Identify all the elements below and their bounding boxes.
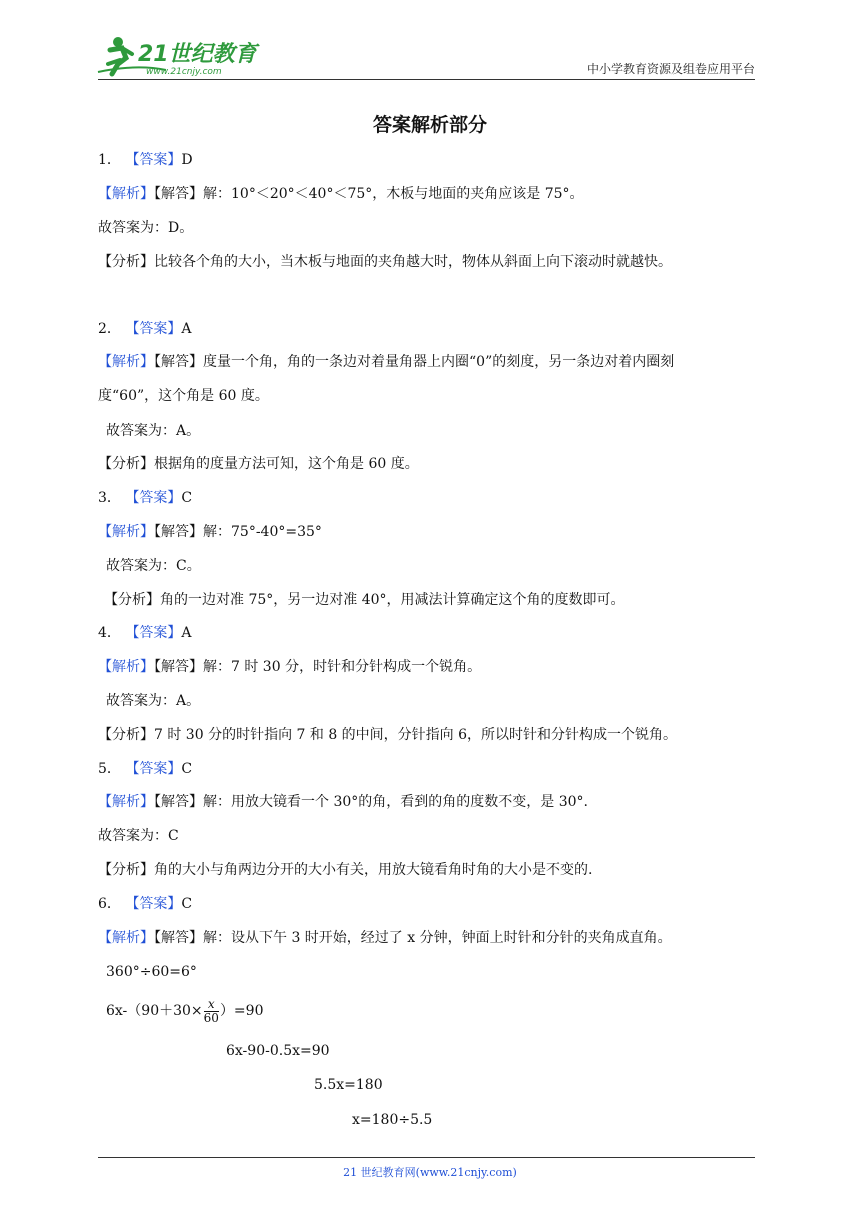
footer-text: 21 世纪教育网(www.21cnjy.com) — [343, 1166, 517, 1179]
equation-3: 6x-90-0.5x=90 — [226, 1043, 330, 1059]
header-platform-text: 中小学教育资源及组卷应用平台 — [586, 62, 755, 76]
item-2-answer-line: 2． 【答案】A — [98, 321, 192, 337]
page-title: 答案解析部分 — [372, 114, 487, 136]
item-1-fenxi-line: 【分析】比较各个角的大小，当木板与地面的夹角越大时，物体从斜面上向下滚动时就越快。 — [98, 254, 672, 270]
fraction: $\frac{x}{60}$ — [203, 996, 219, 1025]
item-2-jiexi-line-2: 度“60”，这个角是 60 度。 — [98, 388, 269, 404]
item-4-jiexi-line: 【解析】【解答】解：7 时 30 分，时针和分针构成一个锐角。 — [98, 659, 482, 675]
equation-1: 360°÷60=6° — [106, 964, 197, 980]
item-6-answer-line: 6． 【答案】C — [98, 896, 193, 912]
item-5-answer-line: 5． 【答案】C — [98, 761, 193, 777]
item-5-conclusion: 故答案为：C — [98, 828, 179, 844]
runner-logo-icon — [96, 34, 261, 78]
item-3-answer-line: 3． 【答案】C — [98, 490, 193, 506]
item-3-fenxi-line: 【分析】角的一边对准 75°，另一边对准 40°，用减法计算确定这个角的度数即可。 — [104, 592, 625, 608]
item-3-jiexi-line: 【解析】【解答】解：75°-40°=35° — [98, 524, 322, 540]
item-4-conclusion: 故答案为：A。 — [106, 693, 201, 709]
item-1-answer-line: 1． 【答案】D — [98, 152, 193, 168]
item-2-fenxi-line: 【分析】根据角的度量方法可知，这个角是 60 度。 — [98, 456, 419, 472]
item-4-fenxi-line: 【分析】7 时 30 分的时针指向 7 和 8 的中间，分针指向 6，所以时针和分针构成一个锐角。 — [98, 727, 678, 743]
footer-divider — [98, 1157, 755, 1158]
item-6-jiexi-line: 【解析】【解答】解：设从下午 3 时开始，经过了 x 分钟，钟面上时针和分针的夹角成直角。 — [98, 930, 672, 946]
item-4-answer-line: 4． 【答案】A — [98, 625, 192, 641]
item-1-conclusion: 故答案为：D。 — [98, 220, 194, 236]
item-1-jiexi-line: 【解析】【解答】解：10°＜20°＜40°＜75°，木板与地面的夹角应该是 75°。 — [98, 186, 584, 202]
item-5-jiexi-line: 【解析】【解答】解：用放大镜看一个 30°的角，看到的角的度数不变，是 30°. — [98, 794, 588, 810]
header-divider — [98, 79, 755, 80]
item-3-conclusion: 故答案为：C。 — [106, 558, 201, 574]
site-logo — [96, 34, 261, 78]
equation-5: x=180÷5.5 — [352, 1112, 433, 1128]
equation-2: 6x-（90＋30× $\frac{x}{60}$ ）=90 — [106, 996, 264, 1025]
equation-4: 5.5x=180 — [314, 1077, 383, 1093]
logo-url: www.21cnjy.com — [146, 67, 222, 77]
item-5-fenxi-line: 【分析】角的大小与角两边分开的大小有关，用放大镜看角时角的大小是不变的. — [98, 862, 593, 878]
item-2-jiexi-line: 【解析】【解答】度量一个角，角的一条边对着量角器上内圈“0”的刻度，另一条边对着内圈刻 — [98, 354, 675, 370]
item-2-conclusion: 故答案为：A。 — [106, 423, 201, 439]
logo-text: 21世纪教育 — [138, 42, 257, 67]
